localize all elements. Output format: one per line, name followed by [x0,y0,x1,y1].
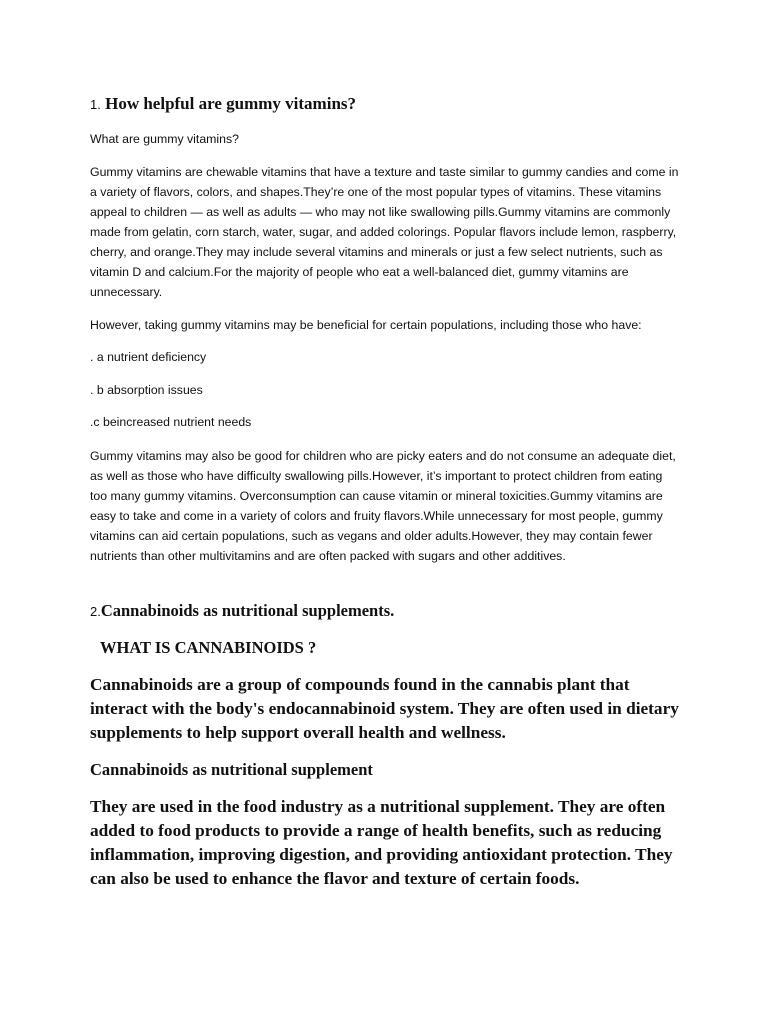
section2-paragraph-2: They are used in the food industry as a nutritional supplement. They are often added to food products to provide a range of health benefits, such as reducing inflammation, improving digestion, and providing antioxidant protection. They can also be used to enhance the flavor and texture of certain foods. [90,797,673,888]
section1-paragraph-1: Gummy vitamins are chewable vitamins that have a texture and taste similar to gummy candies and come in a variety of flavors, colors, and shapes.They’re one of the most popular types of vitamins. These vitamins appeal to children — as well as adults — who may not like swallowing pills.Gummy vitamins are commonly made from gelatin, corn starch, water, sugar, and added colorings. Popular flavors include lemon, raspberry, cherry, and orange.They may include several vitamins and minerals or just a few select nutrients, such as vitamin D and calcium.For the majority of people who eat a well-balanced diet, gummy vitamins are unnecessary. [90,165,679,299]
section1-heading [90,93,356,116]
section2-question: WHAT IS CANNABINOIDS ? [100,638,317,657]
section2-paragraph-1: Cannabinoids are a group of compounds found in the cannabis plant that interact with the body's endocannabinoid system. They are often used in dietary supplements to help support overall health and wellness. [90,675,679,742]
section1-paragraph-3: Gummy vitamins may also be good for children who are picky eaters and do not consume an adequate diet, as well as those who have difficulty swallowing pills.However, it’s important to protect children from eating too many gummy vitamins. Overconsumption can cause vitamin or mineral toxicities.Gummy vitamins are easy to take and come in a variety of colors and fruity flavors.While unnecessary for most people, gummy vitamins can aid certain populations, such as vegans and older adults.However, they may contain fewer nutrients than other multivitamins and are often packed with sugars and other additives. [90,449,676,563]
section2-heading-text: Cannabinoids as nutritional supplements. [100,601,395,620]
section1-paragraph-2: However, taking gummy vitamins may be beneficial for certain populations, including those who have: [90,318,642,332]
section1-heading-text: How helpful are gummy vitamins? [105,94,357,113]
section2-number: 2. [90,604,101,619]
section2-heading [90,600,680,623]
section2-subheading: Cannabinoids as nutritional supplement [90,760,373,779]
list-item: . a nutrient deficiency [90,350,207,364]
section1-subheading: What are gummy vitamins? [90,132,239,146]
section1-number: 1. [90,97,101,112]
list-item: .c beincreased nutrient needs [90,415,252,429]
list-item: . b absorption issues [90,383,203,397]
